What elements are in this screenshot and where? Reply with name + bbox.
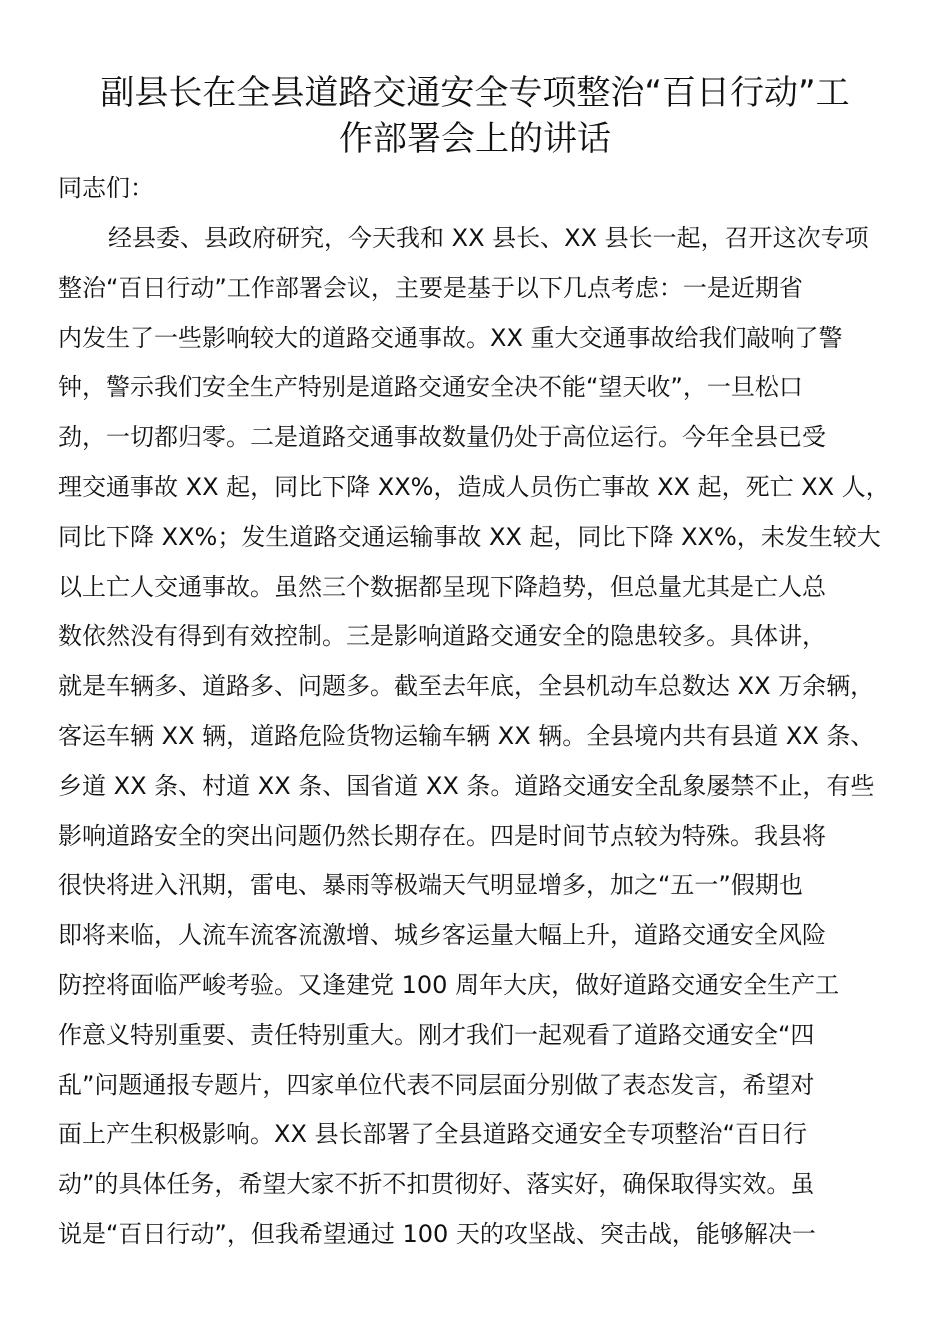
paragraph-line: 钟，警示我们安全生产特别是道路交通安全决不能“望天收”，一旦松口 xyxy=(58,373,803,402)
title-line: 作部署会上的讲话 xyxy=(339,119,611,159)
paragraph-line: 面上产生积极影响。XX 县长部署了全县道路交通安全专项整治“百日行 xyxy=(58,1120,807,1149)
paragraph-line: 理交通事故 XX 起，同比下降 XX%，造成人员伤亡事故 XX 起，死亡 XX 人， xyxy=(58,472,890,501)
paragraph-line: 内发生了一些影响较大的道路交通事故。XX 重大交通事故给我们敲响了警 xyxy=(58,323,843,352)
paragraph-line: 乡道 XX 条、村道 XX 条、国省道 XX 条。道路交通安全乱象屡禁不止，有些 xyxy=(58,771,875,800)
paragraph-line: 动”的具体任务，希望大家不折不扣贯彻好、落实好，确保取得实效。虽 xyxy=(58,1170,815,1199)
salutation: 同志们： xyxy=(58,174,154,202)
paragraph-line: 数依然没有得到有效控制。三是影响道路交通安全的隐患较多。具体讲， xyxy=(58,622,826,651)
speech-paragraph xyxy=(58,218,918,1264)
paragraph-line: 说是“百日行动”，但我希望通过 100 天的攻坚战、突击战，能够解决一 xyxy=(58,1219,816,1248)
paragraph-line: 就是车辆多、道路多、问题多。截至去年底，全县机动车总数达 XX 万余辆， xyxy=(58,672,875,701)
paragraph-line: 很快将进入汛期，雷电、暴雨等极端天气明显增多，加之“五一”假期也 xyxy=(58,871,803,900)
document-title xyxy=(40,70,910,162)
paragraph-line: 整治“百日行动”工作部署会议，主要是基于以下几点考虑：一是近期省 xyxy=(58,273,803,302)
paragraph-line: 防控将面临严峻考验。又逢建党 100 周年大庆，做好道路交通安全生产工 xyxy=(58,970,840,999)
paragraph-line: 同比下降 XX%；发生道路交通运输事故 XX 起，同比下降 XX%，未发生较大 xyxy=(58,522,881,551)
paragraph-line: 影响道路安全的突出问题仍然长期存在。四是时间节点较为特殊。我县将 xyxy=(58,821,826,850)
paragraph-line: 作意义特别重要、责任特别重大。刚才我们一起观看了道路交通安全“四 xyxy=(58,1020,815,1049)
paragraph-line: 经县委、县政府研究，今天我和 XX 县长、XX 县长一起，召开这次专项 xyxy=(108,224,869,252)
paragraph-line: 客运车辆 XX 辆，道路危险货物运输车辆 XX 辆。全县境内共有县道 XX 条、 xyxy=(58,721,875,750)
paragraph-line: 劲，一切都归零。二是道路交通事故数量仍处于高位运行。今年全县已受 xyxy=(58,423,826,452)
title-line: 副县长在全县道路交通安全专项整治“百日行动”工 xyxy=(100,73,850,113)
paragraph-line: 以上亡人交通事故。虽然三个数据都呈现下降趋势，但总量尤其是亡人总 xyxy=(58,572,826,601)
paragraph-line: 乱”问题通报专题片，四家单位代表不同层面分别做了表态发言，希望对 xyxy=(58,1070,815,1099)
paragraph-line: 即将来临，人流车流客流激增、城乡客运量大幅上升，道路交通安全风险 xyxy=(58,921,826,950)
